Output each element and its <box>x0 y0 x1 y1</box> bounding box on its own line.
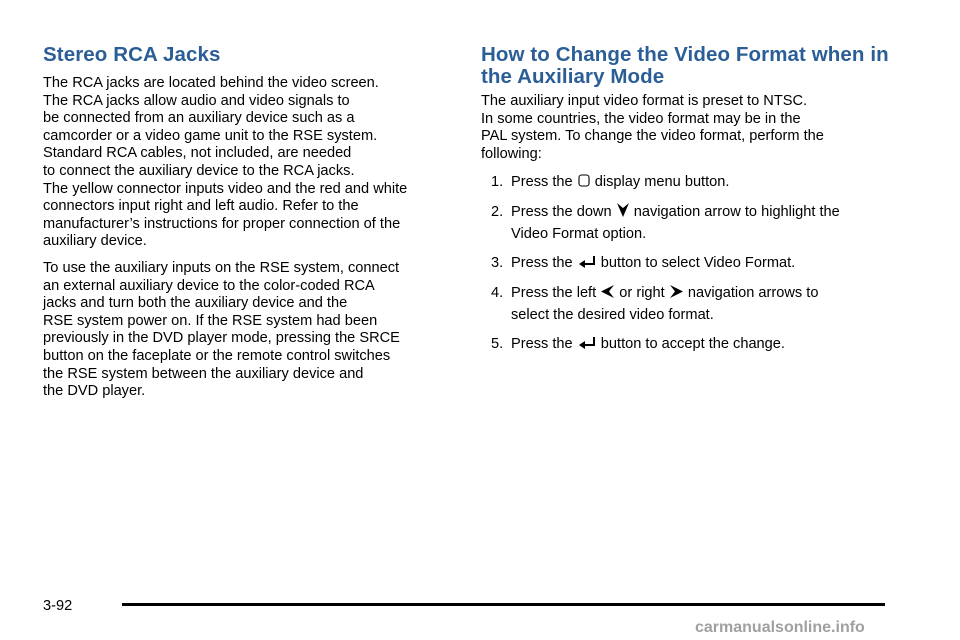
step-line <box>481 334 901 356</box>
text-line: The RCA jacks allow audio and video signals to <box>43 92 350 109</box>
step-number: 5. <box>491 336 504 353</box>
section-title-stereo-rca-jacks: Stereo RCA Jacks <box>43 43 221 66</box>
text-line: To use the auxiliary inputs on the RSE system, connect <box>43 259 400 276</box>
step-number: 1. <box>491 174 504 191</box>
step-text: navigation arrow to highlight the <box>633 204 840 221</box>
step-text: navigation arrows to <box>687 285 819 302</box>
paragraph-video-format-intro <box>481 93 901 163</box>
step-item <box>481 283 901 326</box>
text-line: be connected from an auxiliary device such as a <box>43 110 355 127</box>
step-text: or right <box>619 285 665 302</box>
step-text: Press the <box>511 255 573 272</box>
footer-rule <box>122 603 885 606</box>
text-line: jacks and turn both the auxiliary device and the <box>43 295 348 312</box>
down-arrow-icon <box>617 203 629 224</box>
enter-icon <box>578 335 596 356</box>
text-line: previously in the DVD player mode, pressing the SRCE <box>43 330 400 347</box>
enter-icon <box>578 254 596 275</box>
text-line: camcorder or a video game unit to the RSE system. <box>43 127 378 144</box>
section-title-change-video-format <box>481 44 901 88</box>
paragraph-rca-jacks-location <box>43 75 451 251</box>
left-arrow-icon <box>601 284 614 305</box>
text-line: The auxiliary input video format is preset to NTSC. <box>481 93 808 109</box>
step-number: 2. <box>491 204 504 221</box>
text-line: auxiliary device. <box>43 233 147 250</box>
display-menu-icon <box>578 173 590 194</box>
step-number: 4. <box>491 285 504 302</box>
step-text: display menu button. <box>594 174 730 191</box>
left-column <box>43 44 451 401</box>
step-item <box>481 202 901 245</box>
text-line: following: <box>481 145 542 162</box>
procedure-steps <box>481 172 901 356</box>
text-line: to connect the auxiliary device to the RCA jacks. <box>43 162 355 179</box>
right-column <box>481 44 901 364</box>
step-line <box>481 253 901 275</box>
step-item <box>481 172 901 194</box>
title-line: How to Change the Video Format when in <box>481 43 889 66</box>
step-text: button to select Video Format. <box>600 255 796 272</box>
title-line: the Auxiliary Mode <box>481 65 665 88</box>
step-item <box>481 334 901 356</box>
step-text: Press the <box>511 174 573 191</box>
step-continuation: Video Format option. <box>511 226 647 243</box>
text-line: The RCA jacks are located behind the video screen. <box>43 75 379 91</box>
page-number: 3-92 <box>43 598 73 614</box>
step-text: Press the <box>511 336 573 353</box>
text-line: The yellow connector inputs video and the red and white <box>43 180 408 197</box>
text-line: an external auxiliary device to the color-coded RCA <box>43 277 375 294</box>
step-line <box>481 283 901 305</box>
text-line: manufacturer’s instructions for proper connection of the <box>43 215 401 232</box>
step-line <box>481 172 901 194</box>
step-line <box>481 202 901 224</box>
text-line: connectors input right and left audio. Refer to the <box>43 198 359 215</box>
step-item <box>481 253 901 275</box>
step-continuation: select the desired video format. <box>511 307 714 324</box>
watermark: carmanualsonline.info <box>695 619 865 636</box>
right-arrow-icon <box>670 284 683 305</box>
step-text: Press the down <box>511 204 612 221</box>
text-line: button on the faceplate or the remote control switches <box>43 347 391 364</box>
text-line: the DVD player. <box>43 383 146 400</box>
text-line: In some countries, the video format may be in the <box>481 110 801 127</box>
step-text: Press the left <box>511 285 597 302</box>
step-text: button to accept the change. <box>600 336 785 353</box>
text-line: Standard RCA cables, not included, are needed <box>43 145 352 162</box>
text-line: the RSE system between the auxiliary device and <box>43 365 364 382</box>
text-line: PAL system. To change the video format, perform the <box>481 128 824 145</box>
text-line: RSE system power on. If the RSE system had been <box>43 312 378 329</box>
step-number: 3. <box>491 255 504 272</box>
paragraph-using-auxiliary-inputs <box>43 260 451 401</box>
